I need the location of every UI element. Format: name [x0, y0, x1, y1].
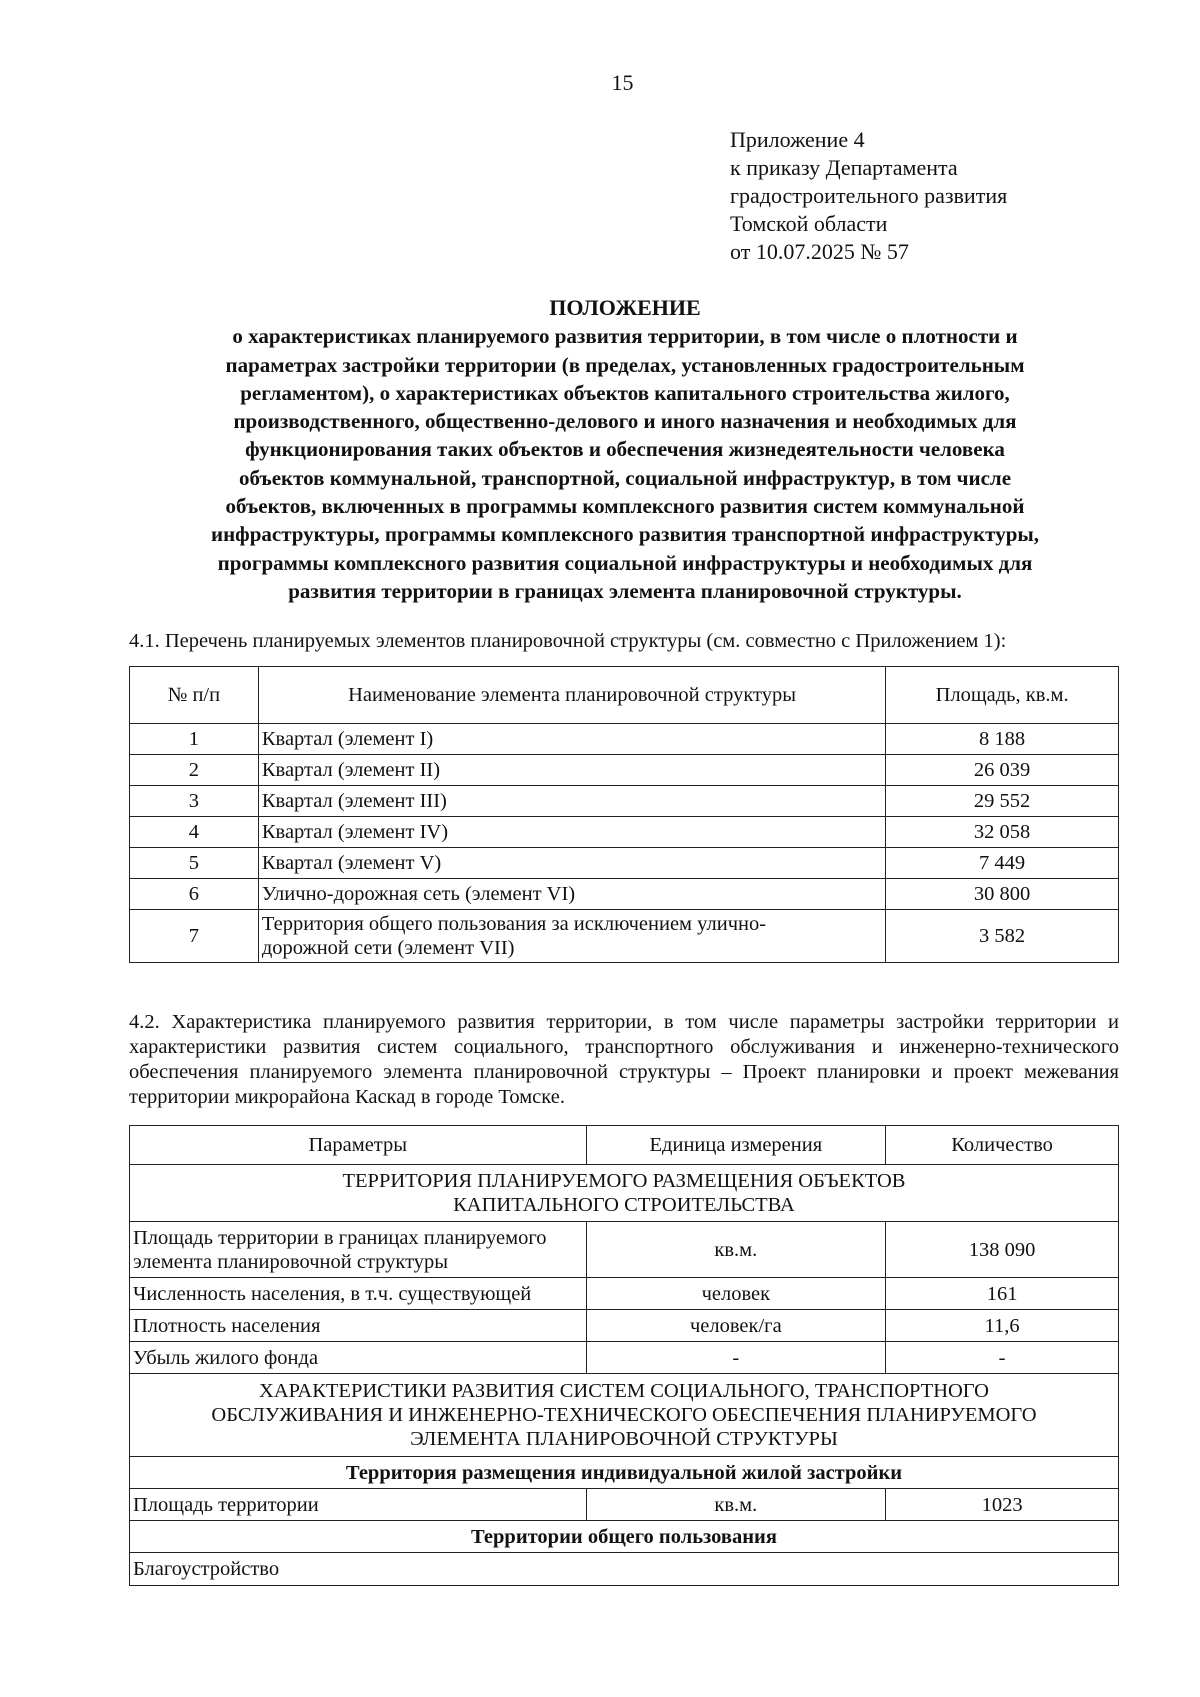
section-row	[130, 1165, 1119, 1222]
title-line: инфраструктуры, программы комплексного развития транспортной инфраструктуры,	[210, 522, 1040, 547]
parameter-unit: человек	[586, 1278, 886, 1310]
table-row	[130, 879, 1119, 910]
element-name-line: Территория общего пользования за исключением улично-	[261, 913, 767, 935]
title-line: программы комплексного развития социальной инфраструктуры и необходимых для	[217, 550, 1033, 575]
table-row	[130, 1310, 1119, 1342]
column-header: № п/п	[130, 667, 259, 724]
table-row	[130, 1342, 1119, 1374]
parameter-name-line: Площадь территории в границах планируемого	[133, 1226, 547, 1249]
subsection-heading: Территория размещения индивидуальной жилой застройки	[130, 1457, 1119, 1489]
element-name: Улично-дорожная сеть (элемент VI)	[258, 879, 885, 910]
element-area: 32 058	[886, 817, 1119, 848]
element-name: Квартал (элемент V)	[258, 848, 885, 879]
element-area: 8 188	[886, 724, 1119, 755]
section-heading-line: КАПИТАЛЬНОГО СТРОИТЕЛЬСТВА	[453, 1194, 795, 1216]
title-line: параметрах застройки территории (в пределах, установленных градостроительным	[225, 352, 1025, 377]
parameter-name: Численность населения, в т.ч. существующей	[130, 1278, 587, 1310]
element-name: Квартал (элемент I)	[258, 724, 885, 755]
row-number: 2	[130, 755, 259, 786]
parameter-value: 1023	[886, 1489, 1119, 1521]
parameter-value: -	[886, 1342, 1119, 1374]
title-line: функционирования таких объектов и обеспечения жизнедеятельности человека	[245, 437, 1005, 462]
row-number: 6	[130, 879, 259, 910]
parameter-name: Убыль жилого фонда	[130, 1342, 587, 1374]
table-row	[130, 786, 1119, 817]
element-area: 7 449	[886, 848, 1119, 879]
appendix-line: к приказу Департамента	[730, 155, 958, 180]
row-number: 4	[130, 817, 259, 848]
parameter-name-line: элемента планировочной структуры	[133, 1250, 449, 1273]
parameter-name: Плотность населения	[130, 1310, 587, 1342]
appendix-line: от 10.07.2025 № 57	[730, 239, 909, 264]
element-area: 29 552	[886, 786, 1119, 817]
column-header: Наименование элемента планировочной структуры	[258, 667, 885, 724]
appendix-line: градостроительного развития	[730, 183, 1008, 208]
table-header-row	[130, 667, 1119, 724]
title-line: регламентом), о характеристиках объектов капитального строительства жилого,	[240, 380, 1010, 405]
element-area: 30 800	[886, 879, 1119, 910]
row-number: 1	[130, 724, 259, 755]
row-number: 3	[130, 786, 259, 817]
parameters-table	[129, 1125, 1119, 1586]
section1-intro: 4.1. Перечень планируемых элементов планировочной структуры (см. совместно с Приложением 1):	[129, 630, 1007, 652]
title-line: объектов, включенных в программы комплексного развития систем коммунальной	[225, 494, 1025, 519]
parameter-unit: кв.м.	[586, 1489, 886, 1521]
appendix-block	[730, 126, 1007, 266]
element-name: Квартал (элемент II)	[258, 755, 885, 786]
table-row	[130, 724, 1119, 755]
table-row	[130, 755, 1119, 786]
title-line: объектов коммунальной, транспортной, социальной инфраструктур, в том числе	[238, 465, 1012, 490]
column-header: Количество	[886, 1126, 1119, 1165]
subsection-heading: Территории общего пользования	[130, 1521, 1119, 1553]
row-number: 7	[130, 910, 259, 963]
title-line: производственного, общественно-делового и иного назначения и необходимых для	[233, 409, 1017, 434]
elements-table	[129, 666, 1119, 963]
parameter-value: 11,6	[886, 1310, 1119, 1342]
parameter-unit: кв.м.	[586, 1222, 886, 1278]
element-name	[258, 910, 885, 963]
page-number: 15	[611, 70, 634, 95]
document-title	[130, 294, 1120, 605]
subsection-row	[130, 1521, 1119, 1553]
parameter-name	[130, 1222, 587, 1278]
appendix-line: Томской области	[730, 211, 888, 236]
title-heading: ПОЛОЖЕНИЕ	[549, 295, 701, 320]
section-heading	[130, 1374, 1119, 1457]
table-row	[130, 848, 1119, 879]
column-header: Параметры	[130, 1126, 587, 1165]
element-name: Квартал (элемент III)	[258, 786, 885, 817]
column-header: Единица измерения	[586, 1126, 886, 1165]
column-header: Площадь, кв.м.	[886, 667, 1119, 724]
section-heading-line: ЭЛЕМЕНТА ПЛАНИРОВОЧНОЙ СТРУКТУРЫ	[410, 1428, 838, 1450]
element-name-line: дорожной сети (элемент VII)	[261, 937, 515, 959]
table-header-row	[130, 1126, 1119, 1165]
section-heading-line: ХАРАКТЕРИСТИКИ РАЗВИТИЯ СИСТЕМ СОЦИАЛЬНОГО, ТРАНСПОРТНОГО	[259, 1380, 989, 1402]
element-area: 3 582	[886, 910, 1119, 963]
element-name: Квартал (элемент IV)	[258, 817, 885, 848]
section-heading	[130, 1165, 1119, 1222]
appendix-line: Приложение 4	[730, 127, 865, 152]
parameter-unit: -	[586, 1342, 886, 1374]
table-row	[130, 1553, 1119, 1586]
parameter-name: Площадь территории	[130, 1489, 587, 1521]
table-row	[130, 1278, 1119, 1310]
title-line: развития территории в границах элемента планировочной структуры.	[288, 578, 962, 603]
parameter-unit: человек/га	[586, 1310, 886, 1342]
row-number: 5	[130, 848, 259, 879]
title-line: о характеристиках планируемого развития территории, в том числе о плотности и	[232, 324, 1018, 349]
parameter-value: 138 090	[886, 1222, 1119, 1278]
table-row	[130, 1489, 1119, 1521]
parameter-value: 161	[886, 1278, 1119, 1310]
parameter-name: Благоустройство	[130, 1553, 1119, 1586]
section-heading-line: ТЕРРИТОРИЯ ПЛАНИРУЕМОГО РАЗМЕЩЕНИЯ ОБЪЕКТОВ	[342, 1170, 906, 1192]
section2-intro: 4.2. Характеристика планируемого развития территории, в том числе параметры застройки территории и характеристики развития систем социального, транспортного обслуживания и инженерно-технического обеспечения планируемого элемента планировочной структуры – Проект планировки и проект межевания территории микрорайона Каскад в городе Томске.	[129, 1011, 1119, 1108]
table-row	[130, 1222, 1119, 1278]
element-area: 26 039	[886, 755, 1119, 786]
section-row	[130, 1374, 1119, 1457]
table-row	[130, 910, 1119, 963]
section-heading-line: ОБСЛУЖИВАНИЯ И ИНЖЕНЕРНО-ТЕХНИЧЕСКОГО ОБЕСПЕЧЕНИЯ ПЛАНИРУЕМОГО	[211, 1404, 1037, 1426]
table-row	[130, 817, 1119, 848]
subsection-row	[130, 1457, 1119, 1489]
